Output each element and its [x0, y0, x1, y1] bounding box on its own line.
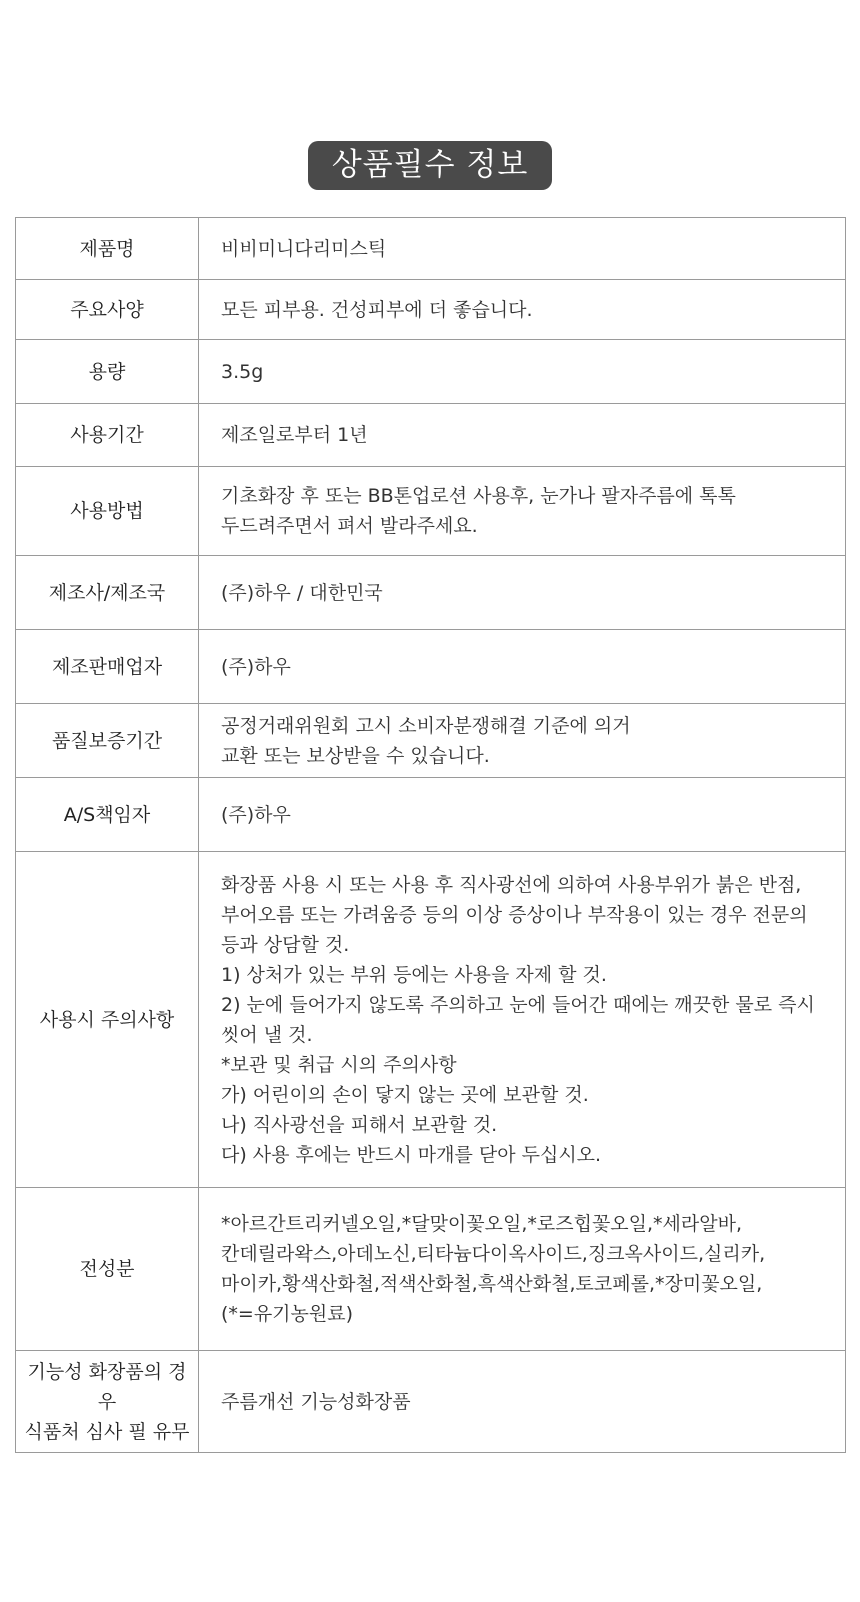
row-label: 사용시 주의사항	[16, 852, 199, 1188]
row-value: 화장품 사용 시 또는 사용 후 직사광선에 의하여 사용부위가 붉은 반점, 부어오름 또는 가려움증 등의 이상 증상이나 부작용이 있는 경우 전문의 등과 상담할 것. 1) 상처가 있는 부위 등에는 사용을 자제 할 것. 2) 눈에 들어가지 않도록 주의하고 눈에 들어간 때에는 깨끗한 물로 즉시 씻어 낼 것. *보관 및 취급 시의 주의사항 가) 어린이의 손이 닿지 않는 곳에 보관할 것. 나) 직사광선을 피해서 보관할 것. 다) 사용 후에는 반드시 마개를 닫아 두십시오.	[199, 852, 846, 1188]
row-value: (주)하우 / 대한민국	[199, 556, 846, 630]
row-value: (주)하우	[199, 778, 846, 852]
row-value: 제조일로부터 1년	[199, 404, 846, 467]
table-row	[16, 1188, 846, 1351]
row-value: 비비미니다리미스틱	[199, 218, 846, 280]
row-label: 용량	[16, 340, 199, 404]
table-row	[16, 467, 846, 556]
row-value: *아르간트리커넬오일,*달맞이꽃오일,*로즈힙꽃오일,*세라알바, 칸데릴라왁스,아데노신,티타늄다이옥사이드,징크옥사이드,실리카, 마이카,황색산화철,적색산화철,흑색산화철,토코페롤,*장미꽃오일, (*=유기농원료)	[199, 1188, 846, 1351]
row-label: 사용방법	[16, 467, 199, 556]
table-row	[16, 852, 846, 1188]
row-label: 제조판매업자	[16, 630, 199, 704]
title-area	[0, 141, 860, 190]
page-title: 상품필수 정보	[308, 141, 553, 190]
row-label: A/S책임자	[16, 778, 199, 852]
table-row	[16, 630, 846, 704]
row-value: 기초화장 후 또는 BB톤업로션 사용후, 눈가나 팔자주름에 톡톡 두드려주면서 펴서 발라주세요.	[199, 467, 846, 556]
row-label: 제조사/제조국	[16, 556, 199, 630]
row-label: 사용기간	[16, 404, 199, 467]
table-row	[16, 556, 846, 630]
row-value: 공정거래위원회 고시 소비자분쟁해결 기준에 의거 교환 또는 보상받을 수 있습니다.	[199, 704, 846, 778]
row-label: 전성분	[16, 1188, 199, 1351]
row-label: 품질보증기간	[16, 704, 199, 778]
row-label: 제품명	[16, 218, 199, 280]
row-value: 모든 피부용. 건성피부에 더 좋습니다.	[199, 280, 846, 340]
row-value: 3.5g	[199, 340, 846, 404]
row-value: 주름개선 기능성화장품	[199, 1351, 846, 1453]
table-row	[16, 340, 846, 404]
table-row	[16, 218, 846, 280]
row-label: 주요사양	[16, 280, 199, 340]
table-row	[16, 1351, 846, 1453]
table-row	[16, 404, 846, 467]
table-row	[16, 704, 846, 778]
table-row	[16, 280, 846, 340]
row-value: (주)하우	[199, 630, 846, 704]
product-info-table	[15, 217, 846, 1453]
row-label: 기능성 화장품의 경우 식품처 심사 필 유무	[16, 1351, 199, 1453]
table-row	[16, 778, 846, 852]
